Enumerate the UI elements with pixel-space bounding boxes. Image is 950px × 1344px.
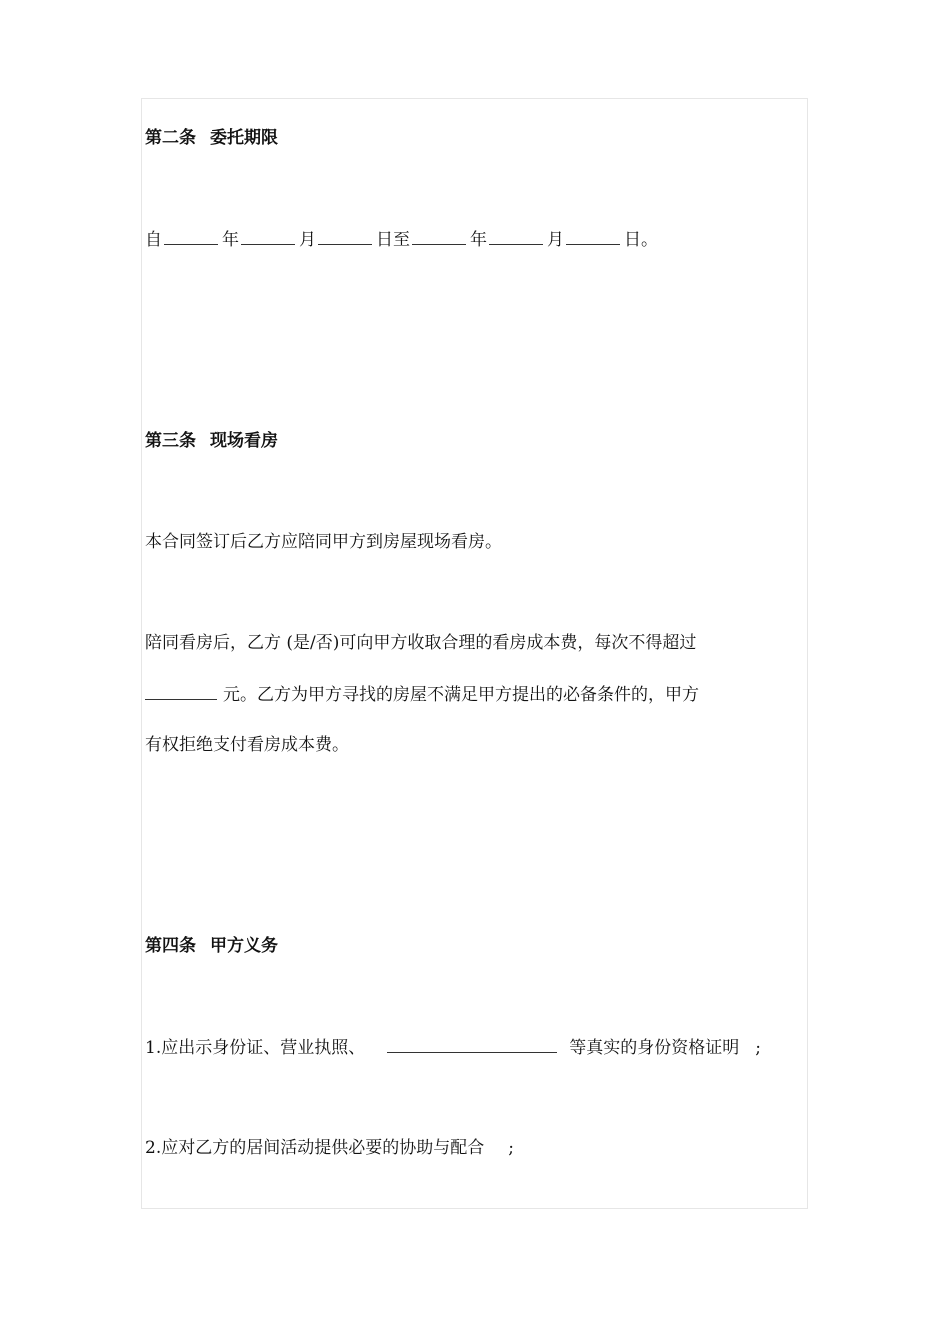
item-1-semicolon: ; <box>755 1038 761 1058</box>
end-month-blank[interactable] <box>489 228 543 245</box>
item-1-text-end: 等真实的身份资格证明 <box>569 1038 740 1058</box>
viewing-fee-blank[interactable] <box>145 683 217 700</box>
item-2-text: 2.应对乙方的居间活动提供必要的协助与配合 <box>145 1138 485 1158</box>
article-4-heading <box>145 935 278 957</box>
article-3-number: 第三条 <box>145 431 196 451</box>
article-3-paragraph-1: 本合同签订后乙方应陪同甲方到房屋现场看房。 <box>145 532 502 552</box>
article-4-item-2 <box>145 1137 514 1159</box>
article-2-number: 第二条 <box>145 128 196 148</box>
article-4-number: 第四条 <box>145 936 196 956</box>
year-label: 年 <box>470 230 487 250</box>
article-3-paragraph-2-text: 元。乙方为甲方寻找的房屋不满足甲方提出的必备条件的，甲方 <box>223 685 699 705</box>
article-3-paragraph-2-line-1: 陪同看房后，乙方 (是/否)可向甲方收取合理的看房成本费，每次不得超过 <box>145 633 697 653</box>
article-4-title: 甲方义务 <box>210 936 278 956</box>
article-3-heading <box>145 430 278 452</box>
year-label: 年 <box>222 230 239 250</box>
article-3-paragraph-2-line-3: 有权拒绝支付看房成本费。 <box>145 735 349 755</box>
article-2-heading <box>145 127 278 149</box>
day-end-label: 日。 <box>624 230 658 250</box>
end-year-blank[interactable] <box>412 228 466 245</box>
item-1-text-start: 1.应出示身份证、营业执照、 <box>145 1038 366 1058</box>
month-label: 月 <box>299 230 316 250</box>
entrustment-period-line <box>145 228 658 251</box>
month-label: 月 <box>547 230 564 250</box>
start-day-blank[interactable] <box>318 228 372 245</box>
start-month-blank[interactable] <box>241 228 295 245</box>
start-year-blank[interactable] <box>164 228 218 245</box>
article-4-item-1 <box>145 1036 761 1059</box>
item-2-semicolon: ; <box>508 1138 514 1158</box>
article-2-title: 委托期限 <box>210 128 278 148</box>
article-3-title: 现场看房 <box>210 431 278 451</box>
end-day-blank[interactable] <box>566 228 620 245</box>
day-to-label: 日至 <box>376 230 410 250</box>
article-3-paragraph-2-line-2 <box>145 683 699 706</box>
identity-document-blank[interactable] <box>387 1036 557 1053</box>
period-from-text: 自 <box>145 230 162 250</box>
